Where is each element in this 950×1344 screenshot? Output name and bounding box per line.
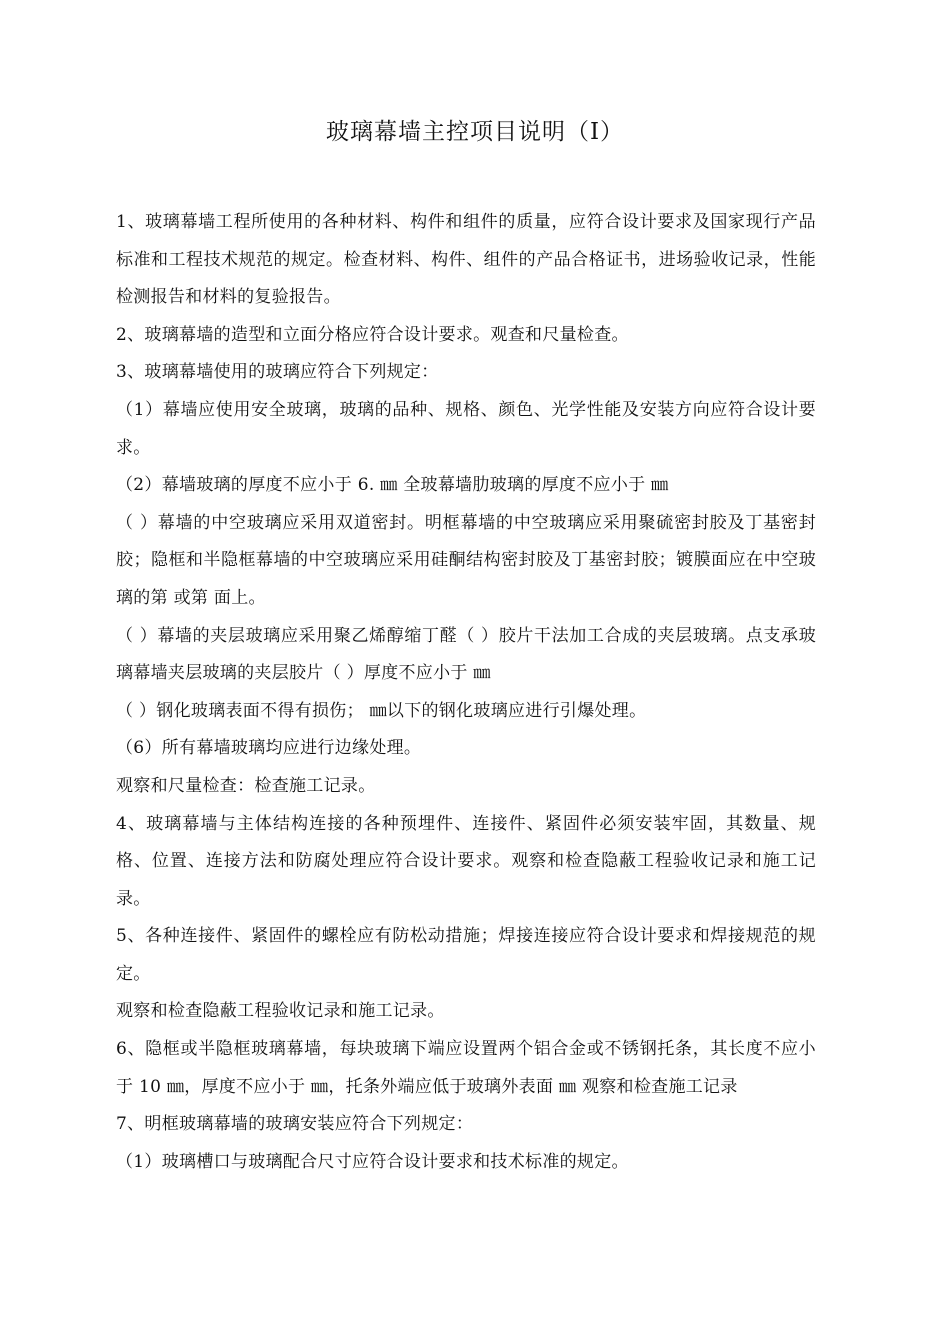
paragraph-1: 1、玻璃幕墙工程所使用的各种材料、构件和组件的质量，应符合设计要求及国家现行产品标准和工程技术规范的规定。检查材料、构件、组件的产品合格证书，进场验收记录，性能检测报告和材料的复验报告。 (116, 212, 816, 308)
paragraph-7: （ ）幕墙的夹层玻璃应采用聚乙烯醇缩丁醛（ ）胶片干法加工合成的夹层玻璃。点支承玻璃幕墙夹层玻璃的夹层胶片（ ）厚度不应小于 ㎜ (116, 625, 816, 684)
document-body (116, 204, 816, 1181)
paragraph-4: （1）幕墙应使用安全玻璃，玻璃的品种、规格、颜色、光学性能及安装方向应符合设计要求。 (116, 399, 816, 458)
paragraph-11: 4、玻璃幕墙与主体结构连接的各种预埋件、连接件、紧固件必须安装牢固，其数量、规格、位置、连接方法和防腐处理应符合设计要求。观察和检查隐蔽工程验收记录和施工记录。 (116, 813, 816, 909)
paragraph-5: （2）幕墙玻璃的厚度不应小于 6. ㎜ 全玻幕墙肋玻璃的厚度不应小于 ㎜ (116, 475, 669, 496)
paragraph-10: 观察和尺量检查：检查施工记录。 (116, 775, 376, 796)
paragraph-13: 观察和检查隐蔽工程验收记录和施工记录。 (116, 1001, 445, 1022)
paragraph-14: 6、隐框或半隐框玻璃幕墙，每块玻璃下端应设置两个铝合金或不锈钢托条，其长度不应小于 10 ㎜，厚度不应小于 ㎜，托条外端应低于玻璃外表面 ㎜ 观察和检查施工记录 (116, 1039, 816, 1097)
paragraph-8: （ ）钢化玻璃表面不得有损伤； ㎜以下的钢化玻璃应进行引爆处理。 (116, 700, 647, 721)
paragraph-16: （1）玻璃槽口与玻璃配合尺寸应符合设计要求和技术标准的规定。 (116, 1151, 629, 1172)
paragraph-15: 7、明框玻璃幕墙的玻璃安装应符合下列规定： (116, 1114, 474, 1135)
paragraph-6: （ ）幕墙的中空玻璃应采用双道密封。明框幕墙的中空玻璃应采用聚硫密封胶及丁基密封胶；隐框和半隐框幕墙的中空玻璃应采用硅酮结构密封胶及丁基密封胶；镀膜面应在中空玻璃的第 或第 面上。 (116, 512, 816, 608)
document-title: 玻璃幕墙主控项目说明（I） (325, 119, 625, 145)
paragraph-12: 5、各种连接件、紧固件的螺栓应有防松动措施；焊接连接应符合设计要求和焊接规范的规定。 (116, 926, 816, 984)
paragraph-2: 2、玻璃幕墙的造型和立面分格应符合设计要求。观查和尺量检查。 (116, 324, 629, 345)
paragraph-9: （6）所有幕墙玻璃均应进行边缘处理。 (116, 738, 422, 759)
paragraph-3: 3、玻璃幕墙使用的玻璃应符合下列规定： (116, 362, 439, 383)
